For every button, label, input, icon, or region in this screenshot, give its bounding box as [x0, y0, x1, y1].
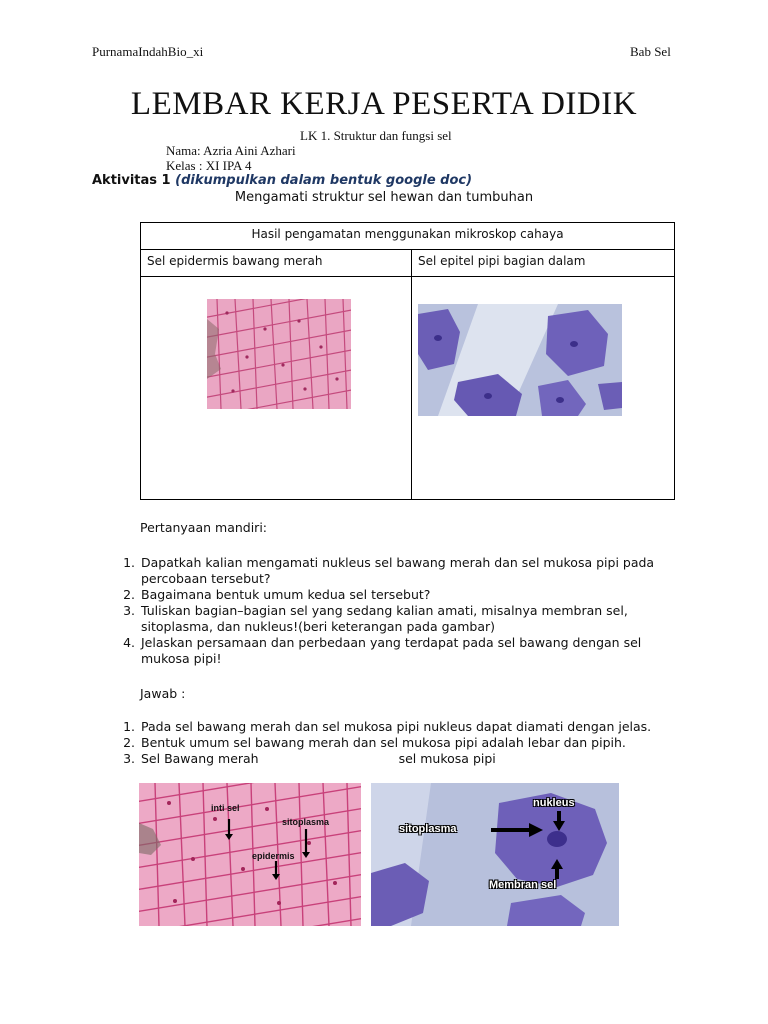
- answer3-onion-label: Sel Bawang merah: [141, 751, 259, 766]
- section-heading: Mengamati struktur sel hewan dan tumbuhan: [234, 190, 534, 205]
- answers-list: [114, 719, 679, 767]
- questions-list: [114, 555, 679, 667]
- onion-label-nucleus: inti sel: [211, 803, 240, 813]
- list-item: 3. Tuliskan bagian–bagian sel yang sedang kalian amati, misalnya membran sel, sitoplasma, dan nukleus!(beri keterangan pada gambar): [139, 603, 679, 635]
- worksheet-subtitle: LK 1. Struktur dan fungsi sel: [300, 128, 452, 143]
- list-item: [139, 751, 679, 767]
- onion-labeled-figure: [139, 783, 361, 926]
- header-right: Bab Sel: [630, 44, 671, 59]
- onion-label-cytoplasm: sitoplasma: [282, 817, 330, 827]
- activity-label: Aktivitas 1: [92, 173, 171, 188]
- observation-table: [140, 222, 675, 500]
- table-col-onion: Sel epidermis bawang merah: [141, 250, 412, 277]
- list-item: 1. Pada sel bawang merah dan sel mukosa pipi nukleus dapat diamati dengan jelas.: [139, 719, 679, 735]
- header-left: PurnamaIndahBio_xi: [92, 44, 204, 59]
- table-col-cheek: Sel epitel pipi bagian dalam: [412, 250, 675, 277]
- cheek-cell-micrograph: [418, 304, 622, 416]
- onion-label-epidermis: epidermis: [252, 851, 295, 861]
- activity-line: [92, 173, 472, 188]
- page-title: LEMBAR KERJA PESERTA DIDIK: [130, 86, 638, 122]
- cheek-labeled-figure: [371, 783, 619, 926]
- list-item: 1. Dapatkah kalian mengamati nukleus sel bawang merah dan sel mukosa pipi pada percobaan tersebut?: [139, 555, 679, 587]
- student-class: Kelas : XI IPA 4: [166, 158, 252, 173]
- table-header: Hasil pengamatan menggunakan mikroskop cahaya: [141, 223, 675, 250]
- list-item: 4. Jelaskan persamaan dan perbedaan yang terdapat pada sel bawang dengan sel mukosa pipi!: [139, 635, 679, 667]
- cheek-label-nucleus: nukleus: [533, 797, 575, 809]
- cheek-image-cell: [412, 277, 675, 500]
- onion-cell-micrograph: [207, 299, 351, 409]
- activity-note: (dikumpulkan dalam bentuk google doc): [175, 173, 473, 188]
- cheek-label-cytoplasm: sitoplasma: [399, 823, 457, 835]
- questions-title: Pertanyaan mandiri:: [140, 520, 268, 535]
- list-item: 2. Bagaimana bentuk umum kedua sel tersebut?: [139, 587, 679, 603]
- answers-title: Jawab :: [140, 686, 186, 701]
- list-item: 2. Bentuk umum sel bawang merah dan sel mukosa pipi adalah lebar dan pipih.: [139, 735, 679, 751]
- student-name: Nama: Azria Aini Azhari: [166, 143, 296, 158]
- answer3-cheek-label: sel mukosa pipi: [398, 751, 496, 766]
- onion-image-cell: [141, 277, 412, 500]
- cheek-label-membrane: Membran sel: [489, 879, 557, 891]
